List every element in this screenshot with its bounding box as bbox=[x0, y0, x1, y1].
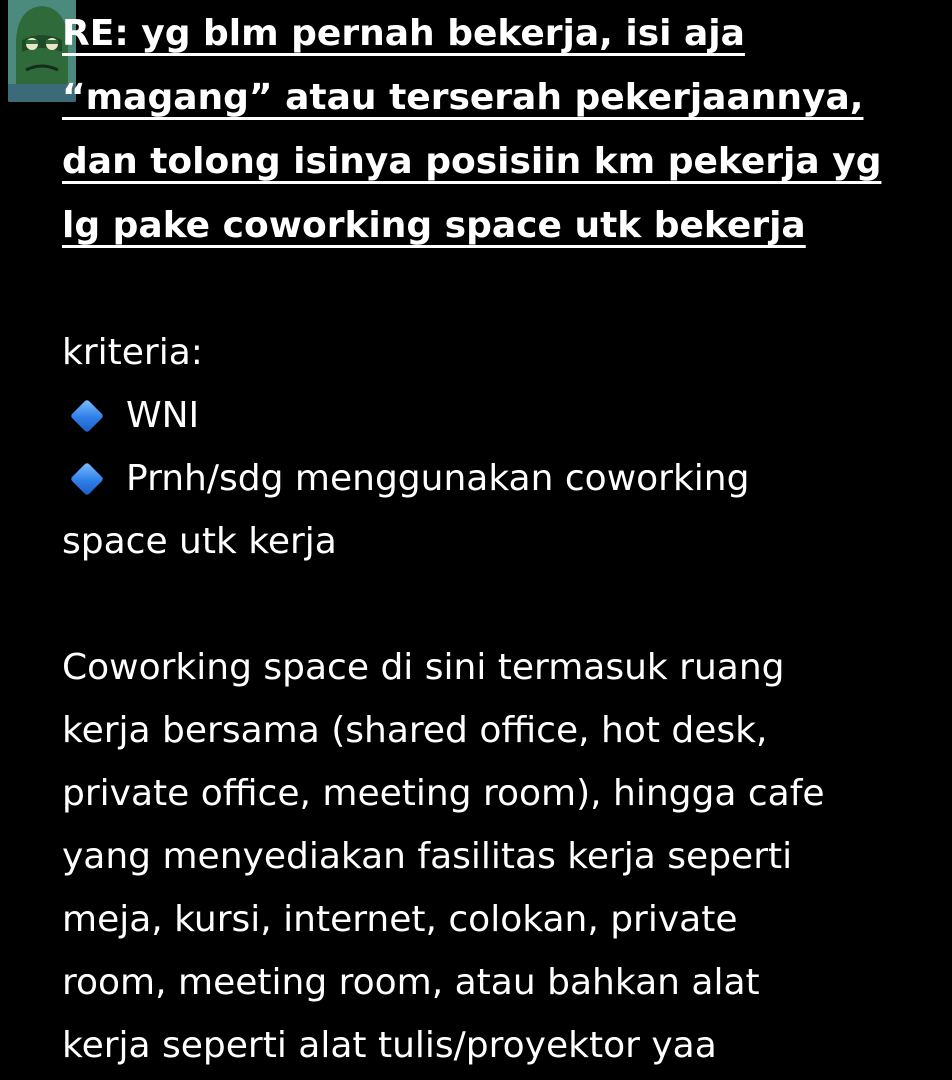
reply-heading bbox=[62, 0, 942, 258]
criteria-item bbox=[62, 384, 942, 447]
description-line-7: kerja seperti alat tulis/proyektor yaa bbox=[62, 1025, 717, 1066]
heading-line-3: dan tolong isinya posisiin km pekerja yg bbox=[62, 141, 882, 182]
description-line-4: yang menyediakan fasilitas kerja seperti bbox=[62, 836, 793, 877]
note-content bbox=[62, 0, 942, 1077]
heading-line-2: “magang” atau terserah pekerjaannya, bbox=[62, 77, 864, 118]
criteria-item bbox=[62, 447, 942, 510]
blue-diamond-icon bbox=[70, 462, 104, 496]
body-text bbox=[62, 258, 942, 1077]
blue-diamond-icon bbox=[70, 399, 104, 433]
criteria-item-text: Prnh/sdg menggunakan coworking bbox=[126, 458, 750, 499]
description-line-1: Coworking space di sini termasuk ruang bbox=[62, 647, 785, 688]
description-line-5: meja, kursi, internet, colokan, private bbox=[62, 899, 738, 940]
description-line-6: room, meeting room, atau bahkan alat bbox=[62, 962, 760, 1003]
criteria-item-continuation: space utk kerja bbox=[62, 521, 337, 562]
heading-line-1: RE: yg blm pernah bekerja, isi aja bbox=[62, 13, 745, 54]
heading-line-4: lg pake coworking space utk bekerja bbox=[62, 205, 806, 246]
description-line-2: kerja bersama (shared office, hot desk, bbox=[62, 710, 768, 751]
criteria-item-text: WNI bbox=[126, 395, 200, 436]
criteria-label: kriteria: bbox=[62, 332, 203, 373]
description-line-3: private office, meeting room), hingga cafe bbox=[62, 773, 825, 814]
